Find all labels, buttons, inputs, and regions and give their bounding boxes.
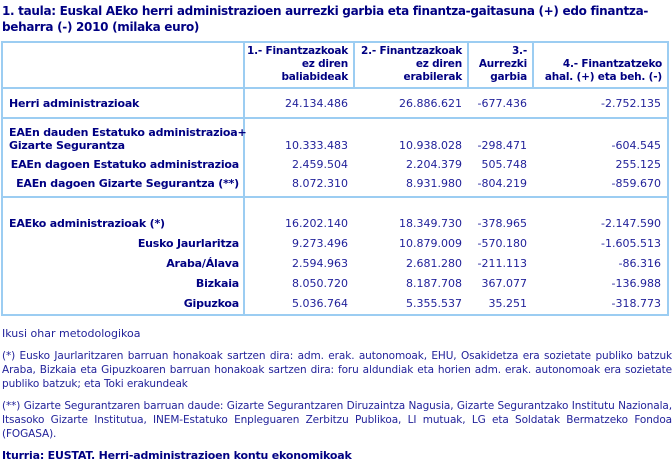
row-label: EAEko administrazioak (*) [2, 197, 244, 233]
cell-value: 10.879.009 [399, 236, 462, 250]
cell-value: 16.202.140 [285, 217, 348, 230]
table-row-araba-alava [2, 253, 668, 273]
table-row-bizkaia [2, 273, 668, 293]
cell-value: 8.187.708 [406, 276, 462, 290]
cell-value: -2.752.135 [533, 88, 668, 118]
cell-value: -378.965 [477, 217, 527, 230]
footnote-double-star: (**) Gizarte Segurantzaren barruan daude: Gizarte Segurantzaren Diruzaintza Nagusia, Gizarte Segurantzako Institutu Nazionala, Itsasoko Gizarte Institutua, INEM-Estatuko Enpleguaren Zerbitzu Publikoa, LI mutuak, LG eta Soldatak Bermatzeko Fondoa (FOGASA). [2, 400, 672, 440]
table-row-eusko-jaurlaritza [2, 233, 668, 253]
cell-value: 8.050.720 [292, 276, 348, 290]
source-line: Iturria: EUSTAT. Herri-administrazioen kontu ekonomikoak [2, 449, 352, 462]
column-header-2: 2.- Finantzazkoak ez diren erabilerak [354, 42, 468, 88]
methodology-link[interactable]: Ikusi ohar metodologikoa [2, 327, 141, 340]
row-label: Bizkaia [2, 273, 244, 293]
table-row-gipuzkoa [2, 293, 668, 315]
cell-value: 2.459.504 [292, 157, 348, 171]
page-title: 1. taula: Euskal AEko herri administrazioen aurrezki garbia eta finantza-gaitasuna (+) edo finantza-beharra (-) 2010 (milaka euro) [2, 4, 649, 34]
row-label: EAEn dauden Estatuko administrazioa+ Gizarte Segurantza [2, 118, 244, 154]
table-row-eaen-dagoen-gizarte [2, 174, 668, 197]
row-label: Gipuzkoa [2, 293, 244, 315]
cell-value: -318.773 [611, 297, 661, 310]
cell-value: -570.180 [477, 236, 527, 250]
cell-value: 9.273.496 [292, 236, 348, 250]
cell-value: -1.605.513 [601, 236, 661, 250]
cell-value: 5.355.537 [406, 297, 462, 310]
cell-value: 367.077 [481, 276, 527, 290]
cell-value: 2.204.379 [406, 157, 462, 171]
cell-value: 26.886.621 [354, 88, 468, 118]
cell-value: -136.988 [611, 276, 661, 290]
data-table [1, 41, 669, 316]
cell-value: 8.072.310 [244, 174, 354, 197]
cell-value: -86.316 [618, 256, 661, 270]
cell-value: 18.349.730 [399, 217, 462, 230]
cell-value: 505.748 [481, 157, 527, 171]
cell-value: -298.471 [477, 139, 527, 152]
column-header-1: 1.- Finantzazkoak ez diren baliabideak [244, 42, 354, 88]
cell-value: -211.113 [477, 256, 527, 270]
cell-value: 10.333.483 [285, 139, 348, 152]
row-label: EAEn dagoen Estatuko administrazioa [2, 154, 244, 174]
cell-value: -804.219 [468, 174, 533, 197]
cell-value: 35.251 [488, 297, 527, 310]
table-row-herri-administrazioak [2, 88, 668, 118]
cell-value: -859.670 [533, 174, 668, 197]
cell-value: 10.938.028 [399, 139, 462, 152]
row-label: Eusko Jaurlaritza [2, 233, 244, 253]
row-label: EAEn dagoen Gizarte Segurantza (**) [2, 174, 244, 197]
cell-value: -677.436 [468, 88, 533, 118]
cell-value: 2.681.280 [406, 256, 462, 270]
row-label: Herri administrazioak [2, 88, 244, 118]
column-header-4: 4.- Finantzatzeko ahal. (+) eta beh. (-) [533, 42, 668, 88]
cell-value: -2.147.590 [601, 217, 661, 230]
column-header-empty [2, 42, 244, 88]
cell-value: 8.931.980 [354, 174, 468, 197]
row-label: Araba/Álava [2, 253, 244, 273]
cell-value: -604.545 [611, 139, 661, 152]
cell-value: 255.125 [615, 157, 661, 171]
cell-value: 5.036.764 [292, 297, 348, 310]
cell-value: 2.594.963 [292, 256, 348, 270]
cell-value: 24.134.486 [244, 88, 354, 118]
footnote-star: (*) Eusko Jaurlaritzaren barruan honakoak sartzen dira: adm. erak. autonomoak, EHU, Osakidetza era sozietate publiko batzuk Araba, Bizkaia eta Gipuzkoaren barruan honakoak sartzen dira: foru aldundiak eta horien adm. erak. autonomoak era sozietate publiko batzuk; eta Toki erakundeak [2, 350, 672, 390]
table-row-eaen-dagoen-estatuko [2, 154, 668, 174]
header-row [2, 42, 668, 88]
table-row-eaeko-administrazioak [2, 197, 668, 233]
column-header-3: 3.- Aurrezki garbia [468, 42, 533, 88]
table-row-eaen-dauden-estatuko [2, 118, 668, 154]
